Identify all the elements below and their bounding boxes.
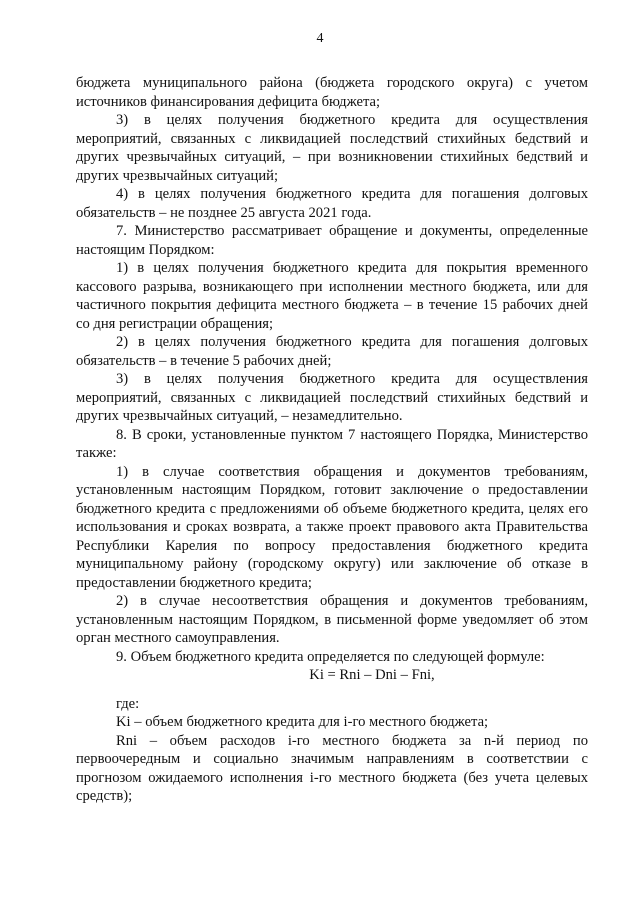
paragraph-section-8: 8. В сроки, установленные пунктом 7 настоящего Порядка, Министерство также: [76, 426, 588, 461]
page-number: 4 [316, 31, 324, 46]
paragraph-section-7: 7. Министерство рассматривает обращение и документы, определенные настоящим Порядком: [76, 223, 588, 258]
paragraph-continuation: бюджета муниципального района (бюджета городского округа) с учетом источников финансирования дефицита бюджета; [76, 75, 588, 110]
paragraph-section-8-item-1: 1) в случае соответствия обращения и документов требованиям, установленным настоящим Порядком, готовит заключение о предоставлении бюджетного кредита с предложениями об объеме бюджетного кредита, целях его использования и сроках возврата, а также проект правового акта Правительства Республики Карелия по вопросу предоставления бюджетного кредита муниципальному району (городскому округу) или заключение об отказе в предоставлении бюджетного кредита; [76, 463, 588, 591]
document-body [76, 74, 588, 806]
paragraph-section-9: 9. Объем бюджетного кредита определяется по следующей формуле: [116, 648, 545, 665]
paragraph-section-7-item-2: 2) в целях получения бюджетного кредита для погашения долговых обязательств – в течение 5 рабочих дней; [76, 334, 588, 369]
definition-rni: Rni – объем расходов i-го местного бюджета за n-й период по первоочередным и социально значимым направлениям в соответствии с прогнозом ожидаемого исполнения i-го местного бюджета (без учета целевых средств); [76, 732, 588, 804]
paragraph-section-7-item-3: 3) в целях получения бюджетного кредита для осуществления мероприятий, связанных с ликвидацией последствий стихийных бедствий и других чрезвычайных ситуаций, – незамедлительно. [76, 371, 588, 424]
paragraph-section-7-item-1: 1) в целях получения бюджетного кредита для покрытия временного кассового разрыва, возникающего при исполнении местного бюджета, или для частичного покрытия дефицита местного бюджета – в течение 15 рабочих дней со дня регистрации обращения; [76, 260, 588, 332]
paragraph-item-4: 4) в целях получения бюджетного кредита для погашения долговых обязательств – не позднее 25 августа 2021 года. [76, 186, 588, 221]
definitions-intro: где: [116, 695, 140, 712]
formula: Ki = Rni – Dni – Fni, [309, 667, 435, 683]
paragraph-item-3: 3) в целях получения бюджетного кредита для осуществления мероприятий, связанных с ликвидацией последствий стихийных бедствий и других чрезвычайных ситуаций, – при возникновении стихийных бедствий и других чрезвычайных ситуаций; [76, 112, 588, 184]
definition-ki: Ki – объем бюджетного кредита для i-го местного бюджета; [116, 714, 489, 730]
paragraph-section-8-item-2: 2) в случае несоответствия обращения и документов требованиям, установленным настоящим Порядком, в письменной форме уведомляет об этом орган местного самоуправления. [76, 593, 588, 646]
